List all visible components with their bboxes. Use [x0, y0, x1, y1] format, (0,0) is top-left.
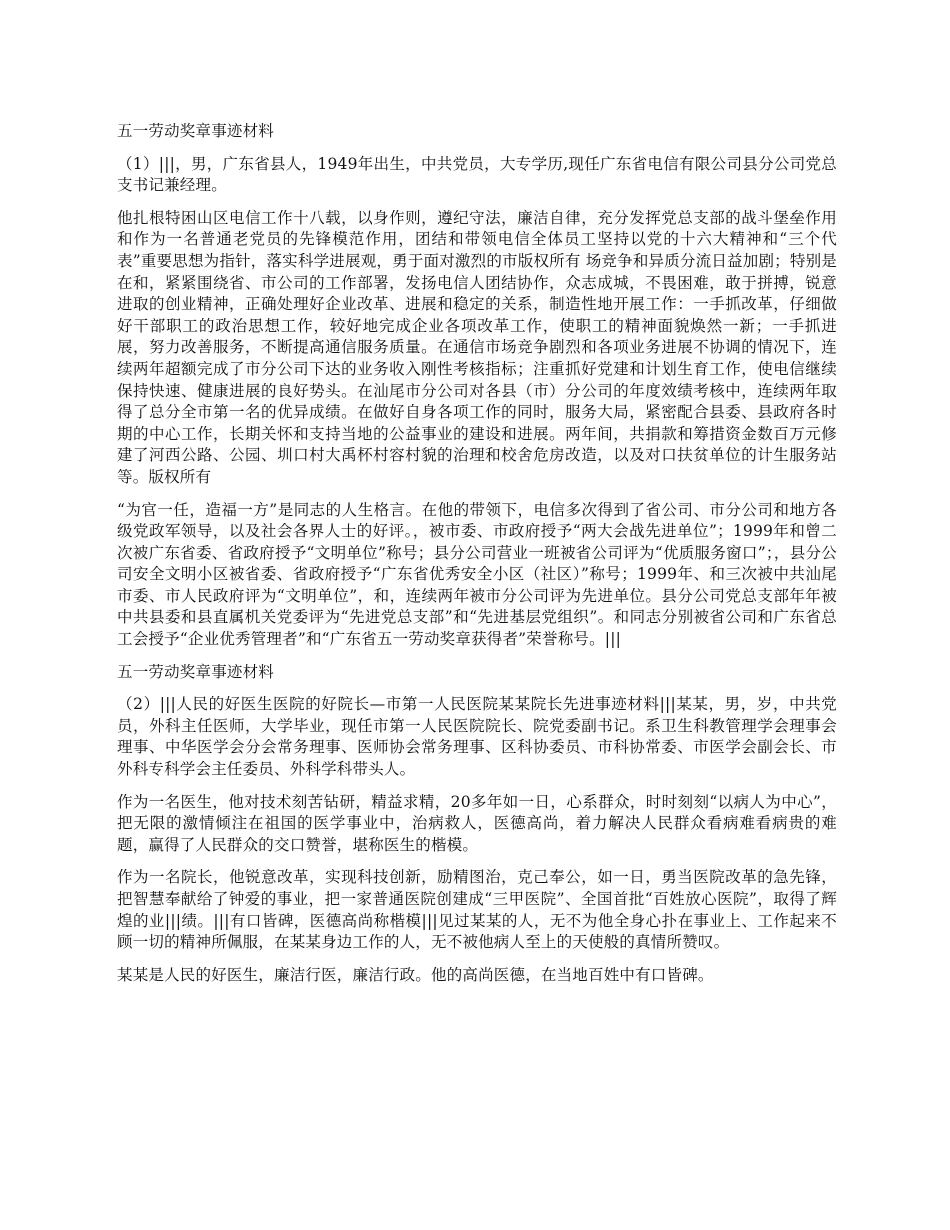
section1-body-paragraph-1: 他扎根特困山区电信工作十八载，以身作则，遵纪守法，廉洁自律，充分发挥党总支部的战斗堡垒作用和作为一名普通老党员的先锋模范作用，团结和带领电信全体员工坚持以党的十六大精神和“三个代表”重要思想为指针，落实科学进展观，勇于面对激烈的市版权所有 场竞争和异质分流日益加剧；特别是在和，紧紧围绕省、市公司的工作部署，发扬电信人团结协作，众志成城，不畏困难，敢于拼搏，锐意进取的创业精神，正确处理好企业改革、进展和稳定的关系，制造性地开展工作：一手抓改革，仔细做好干部职工的政治思想工作，较好地完成企业各项改革工作，使职工的精神面貌焕然一新；一手抓进展，努力改善服务，不断提高通信服务质量。在通信市场竞争剧烈和各项业务进展不协调的情况下，连续两年超额完成了市分公司下达的业务收入刚性考核指标；注重抓好党建和计划生育工作，使电信继续保持快速、健康进展的良好势头。在汕尾市分公司对各县（市）分公司的年度效绩考核中，连续两年取得了总分全市第一名的优异成绩。在做好自身各项工作的同时，服务大局，紧密配合县委、县政府各时期的中心工作，长期关怀和支持当地的公益事业的建设和进展。两年间，共捐款和筹措资金数百万元修建了河西公路、公园、圳口村大禹杯村容村貌的治理和校舍危房改造，以及对口扶贫单位的计生服务站等。版权所有: [117, 208, 837, 486]
section1-title: 五一劳动奖章事迹材料: [117, 122, 275, 140]
section1-intro: （1）|||，男，广东省县人，1949年出生，中共党员，大专学历,现任广东省电信有限公司县分公司党总支书记兼经理。: [117, 154, 837, 195]
section2-body-paragraph-3: 某某是人民的好医生，廉洁行医，廉洁行政。他的高尚医德，在当地百姓中有口皆碑。: [117, 965, 714, 984]
section2-title: 五一劳动奖章事迹材料: [117, 662, 275, 681]
document-page: [117, 121, 837, 997]
section1-body-paragraph-2: “为官一任，造福一方”是同志的人生格言。在他的带领下，电信多次得到了省公司、市分公司和地方各级党政军领导，以及社会各界人士的好评。，被市委、市政府授予“两大会战先进单位”；1999年和曾二次被广东省委、省政府授予“文明单位”称号；县分公司营业一班被省公司评为“优质服务窗口”；，县分公司安全文明小区被省委、省政府授予“广东省优秀安全小区（社区）”称号；1999年、和三次被中共汕尾市委、市人民政府评为“文明单位”，和，连续两年被市分公司评为先进单位。县分公司党总支部年年被中共县委和县直属机关党委评为“先进党总支部”和“先进基层党组织”。和同志分别被省公司和广东省总工会授予“企业优秀管理者”和“广东省五一劳动奖章获得者”荣誉称号。|||: [117, 500, 837, 649]
section2-body-paragraph-2: 作为一名院长，他锐意改革，实现科技创新，励精图治，克己奉公，如一日，勇当医院改革的急先锋，把智慧奉献给了钟爱的事业，把一家普通医院创建成“三甲医院”、全国首批“百姓放心医院”，取得了辉煌的业|||绩。|||有口皆碑，医德高尚称楷模|||见过某某的人，无不为他全身心扑在事业上、工作起来不顾一切的精神所佩服，在某某身边工作的人，无不被他病人至上的天使般的真情所赞叹。: [117, 868, 837, 952]
section2-intro: （2）|||人民的好医生医院的好院长—市第一人民医院某某院长先进事迹材料|||某某，男，岁，中共党员，外科主任医师，大学毕业，现任市第一人民医院院长、院党委副书记。系卫生科教管理学会理事会理事、中华医学会分会常务理事、医师协会常务理事、区科协委员、市科协常委、市医学会副会长、市外科专科学会主任委员、外科学科带头人。: [117, 695, 837, 779]
section2-body-paragraph-1: 作为一名医生，他对技术刻苦钻研，精益求精，20多年如一日，心系群众，时时刻刻“以病人为中心”，把无限的激情倾注在祖国的医学事业中，治病救人，医德高尚，着力解决人民群众看病难看病贵的难题，赢得了人民群众的交口赞誉，堪称医生的楷模。: [117, 792, 837, 854]
